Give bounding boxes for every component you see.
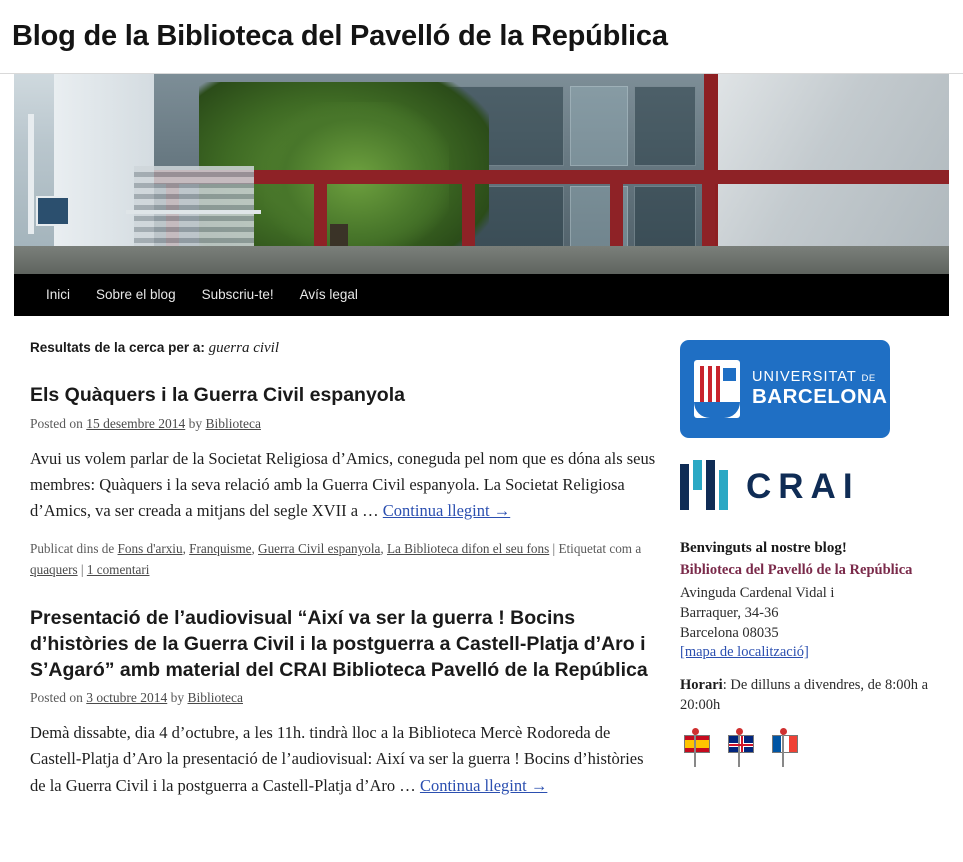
search-results-label: Resultats de la cerca per a: (30, 340, 205, 355)
search-query-term: guerra civil (208, 340, 280, 356)
crai-logo-text: CRAI (746, 467, 860, 506)
posted-on-label: Posted on (30, 415, 83, 431)
schedule-label: Horari (680, 677, 723, 694)
category-link[interactable]: Fons d'arxiu (117, 540, 183, 556)
crai-logo[interactable] (680, 460, 936, 514)
address-line-3: Barcelona 08035 (680, 625, 779, 642)
posted-in-label: Publicat dins de (30, 540, 115, 556)
schedule-text: : De dilluns a divendres, de 8:00h a 20:00h (680, 677, 929, 714)
by-label: by (188, 415, 203, 431)
lamp-post (28, 114, 34, 234)
continue-reading-link[interactable]: Continua llegint → (382, 500, 511, 520)
header-banner-image (14, 74, 949, 274)
tag-link[interactable]: quaquers (30, 562, 78, 578)
ub-logo-text (752, 370, 887, 408)
map-location-link[interactable]: [mapa de localització] (680, 644, 809, 661)
nav-item-subscriute[interactable]: Subscriu-te! (201, 287, 274, 302)
welcome-title: Benvinguts al nostre blog! (680, 540, 847, 556)
post-date-link[interactable]: 3 octubre 2014 (86, 690, 168, 706)
main-navigation[interactable] (14, 274, 949, 316)
page-title: Blog de la Biblioteca del Pavelló de la República (12, 20, 668, 52)
stairs (134, 166, 254, 246)
window-panel (570, 86, 628, 166)
by-label: by (170, 690, 185, 706)
post-excerpt (30, 720, 656, 798)
ub-shield-icon (694, 360, 740, 418)
post-meta (30, 416, 656, 432)
red-beam (154, 170, 949, 184)
railing (126, 210, 261, 214)
french-flag-icon[interactable] (768, 731, 798, 767)
universitat-de-barcelona-logo[interactable] (680, 340, 890, 438)
address-line-1: Avinguda Cardenal Vidal i (680, 585, 835, 602)
schedule (680, 675, 936, 715)
category-link[interactable]: La Biblioteca difon el seu fons (386, 540, 550, 556)
english-flag-icon[interactable] (724, 731, 754, 767)
post-title[interactable]: Els Quàquers i la Guerra Civil espanyola (30, 384, 405, 406)
category-link[interactable]: Franquisme (189, 540, 252, 556)
tagged-as-label: | Etiquetat com a (552, 540, 642, 556)
posted-on-label: Posted on (30, 690, 83, 706)
window-panel (634, 86, 696, 166)
nav-item-inici[interactable]: Inici (46, 287, 71, 302)
post-footer: Publicat dins de Fons d'arxiu, Franquisme, Guerra Civil espanyola, La Biblioteca difon el seu fons | Etiquetat com a quaquers | 1 comentari (30, 540, 642, 578)
ub-shield-cross (723, 368, 736, 381)
post-excerpt (30, 446, 656, 524)
ub-logo-line1: UNIVERSITAT (752, 368, 857, 385)
main-column (14, 340, 674, 825)
post-excerpt-text: Demà dissabte, dia 4 d’octubre, a les 11h. tindrà lloc a la Biblioteca Mercè Rodoreda de Castell-Platja d’Aro la presentació de l’audiovisual: Així va ser la guerra ! Bocins d’històries de la Guerra Civil i la postguerra a Castell-Platja d’Aro … (30, 723, 644, 795)
post-author-link[interactable]: Biblioteca (187, 690, 243, 706)
post-date-link[interactable]: 15 desembre 2014 (86, 415, 186, 431)
ground (14, 246, 949, 274)
nav-item-avis-legal[interactable]: Avís legal (299, 287, 358, 302)
ub-logo-line2: BARCELONA (752, 384, 888, 408)
continue-reading-link[interactable]: Continua llegint → (419, 775, 548, 795)
comments-link[interactable]: 1 comentari (86, 562, 150, 578)
nav-item-sobre-el-blog[interactable]: Sobre el blog (96, 287, 176, 302)
language-flags (680, 731, 936, 767)
search-results-header (30, 340, 656, 357)
ub-logo-line1-small: DE (861, 372, 876, 384)
post-entry (30, 383, 656, 580)
category-link[interactable]: Guerra Civil espanyola (258, 540, 381, 556)
spanish-flag-icon[interactable] (680, 731, 710, 767)
crai-mark-icon (680, 460, 734, 514)
post-excerpt-text: Avui us volem parlar de la Societat Religiosa d’Amics, coneguda pel nom que es dóna als seus membres: Quàquers i la seva relació amb la Guerra Civil espanyola. La Societat Religiosa d’Amics, va ser creada a mitjans del segle XVII a … (30, 448, 656, 520)
library-name: Biblioteca del Pavelló de la República (680, 562, 913, 578)
content-wrapper (0, 340, 963, 825)
site-header (0, 0, 963, 74)
post-title[interactable]: Presentació de l’audiovisual “Així va ser la guerra ! Bocins d’històries de la Guerra Civil i la postguerra a Castell-Platja d’Aro i S’Agaró” amb material del CRAI Biblioteca Pavelló de la República (30, 607, 648, 681)
post-entry (30, 606, 656, 798)
information-panel (36, 196, 70, 226)
post-author-link[interactable]: Biblioteca (205, 415, 261, 431)
address-line-2: Barraquer, 34-36 (680, 605, 779, 622)
sidebar (674, 340, 936, 825)
post-meta (30, 690, 656, 706)
